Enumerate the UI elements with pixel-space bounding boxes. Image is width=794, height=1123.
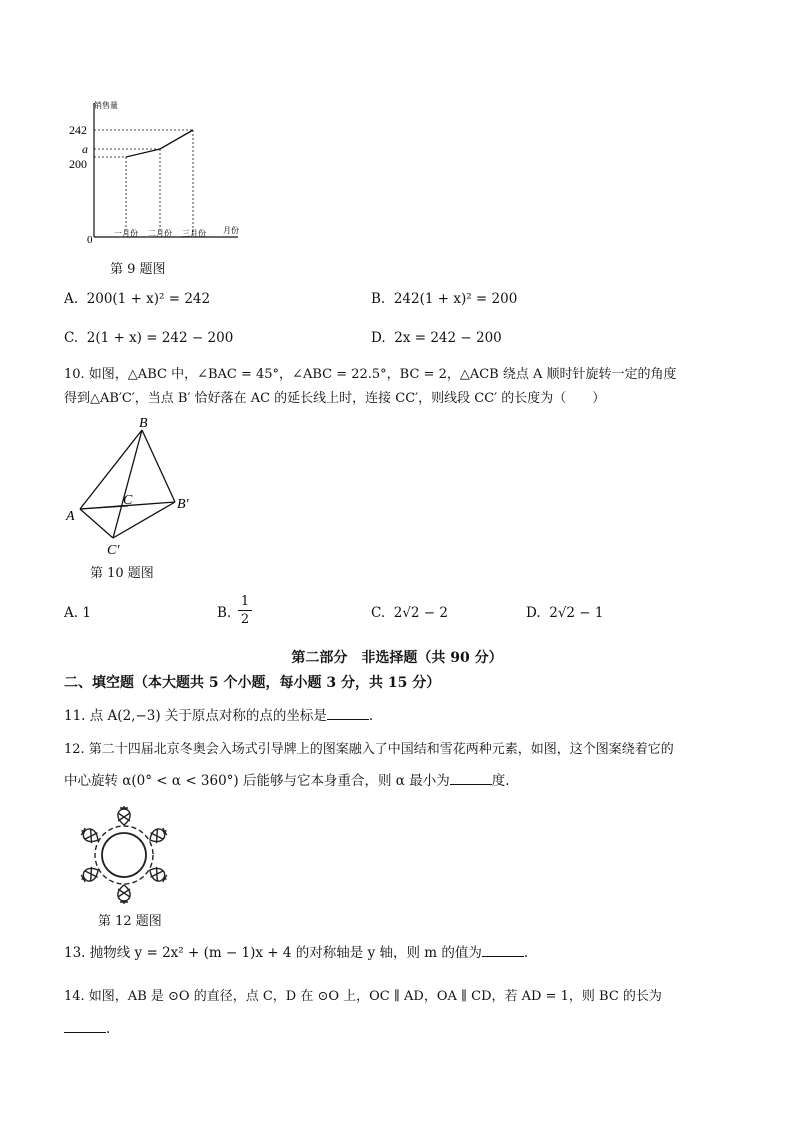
option-label: D. (371, 330, 386, 346)
q10-caption: 第 10 题图 (90, 566, 154, 581)
q9-option-b (371, 289, 517, 309)
q10-figure (60, 412, 210, 562)
q13-end: . (523, 945, 529, 961)
q9-option-c (64, 328, 233, 348)
x-tick-jan: 一月份 (114, 229, 138, 238)
fraction-denominator: 2 (240, 612, 250, 627)
q11-text: 11. 点 A(2,−3) 关于原点对称的点的坐标是 (64, 708, 327, 724)
option-text: 2x = 242 − 200 (394, 330, 502, 346)
q12-line2 (64, 770, 510, 791)
option-text: 2√2 − 2 (393, 605, 448, 621)
x-tick-feb: 二月份 (148, 229, 172, 238)
q12-end: 度. (491, 773, 510, 789)
label-Bp: B′ (177, 497, 189, 512)
option-label: B. (217, 605, 232, 621)
q12-caption: 第 12 题图 (98, 914, 162, 929)
q10-line2: 得到△AB′C′，当点 B′ 恰好落在 AC 的延长线上时，连接 CC′，则线段 CC′ 的长度为（ ） (64, 391, 606, 406)
q9-chart (60, 95, 260, 245)
answer-blank[interactable] (450, 770, 492, 785)
y-tick-242: 242 (69, 123, 87, 137)
y-axis-label: 销售量 (94, 101, 118, 110)
q14-end: . (106, 1021, 111, 1037)
option-text: 200(1 + x)² = 242 (86, 291, 211, 307)
option-label: B. (371, 291, 386, 307)
q9-caption: 第 9 题图 (110, 262, 166, 277)
q13-text: 13. 抛物线 y = 2x² + (m − 1)x + 4 的对称轴是 y 轴，则 m 的值为 (64, 945, 482, 961)
q12-emblem-figure (64, 805, 184, 905)
sales-line (126, 130, 193, 157)
answer-blank[interactable] (482, 942, 524, 957)
q9-option-d (371, 328, 502, 348)
option-label: C. (64, 330, 79, 346)
q10-line1: 10. 如图，△ABC 中，∠BAC = 45°，∠ABC = 22.5°，BC = 2，△ACB 绕点 A 顺时针旋转一定的角度 (64, 367, 677, 382)
option-label: D. (526, 605, 541, 621)
option-text: 2(1 + x) = 242 − 200 (86, 330, 234, 346)
option-label: A. (64, 605, 79, 621)
fraction-numerator: 1 (240, 594, 250, 609)
part2-title: 第二部分 非选择题（共 90 分） (291, 650, 503, 666)
q11-end: . (368, 708, 374, 724)
q10-option-a (64, 603, 91, 623)
origin-label: 0 (87, 234, 93, 245)
option-label: A. (64, 291, 79, 307)
label-Cp: C′ (107, 543, 120, 558)
seg-ACp (80, 509, 113, 538)
seg-AB (80, 430, 142, 509)
seg-BBp (142, 430, 175, 502)
x-tick-mar: 三月份 (182, 229, 206, 238)
option-text: 242(1 + x)² = 200 (393, 291, 518, 307)
x-axis-label: 月份 (223, 226, 239, 235)
q10-option-c (371, 603, 448, 623)
q14-line2 (64, 1018, 110, 1039)
answer-blank[interactable] (64, 1018, 106, 1033)
q10-option-b (217, 603, 231, 623)
y-tick-a: a (82, 142, 88, 156)
q9-option-a (64, 289, 210, 309)
q13 (64, 942, 528, 963)
option-text: 2√2 − 1 (549, 605, 604, 621)
q14-line1: 14. 如图，AB 是 ⊙O 的直径，点 C，D 在 ⊙O 上，OC ∥ AD，OA ∥ CD，若 AD = 1，则 BC 的长为 (64, 989, 662, 1004)
section-heading: 二、填空题（本大题共 5 个小题，每小题 3 分，共 15 分） (64, 675, 441, 691)
label-C: C (123, 493, 133, 508)
seg-BCp (113, 430, 142, 538)
q10-option-d (526, 603, 604, 623)
option-label: C. (371, 605, 386, 621)
q11 (64, 705, 373, 726)
label-B: B (139, 416, 148, 431)
option-text: 1 (82, 605, 91, 621)
label-A: A (66, 509, 75, 524)
answer-blank[interactable] (327, 705, 369, 720)
q12-text: 中心旋转 α(0° < α < 360°) 后能够与它本身重合，则 α 最小为 (64, 773, 450, 789)
q10-option-b-fraction (238, 593, 252, 628)
y-tick-200: 200 (69, 157, 87, 171)
q12-line1: 12. 第二十四届北京冬奥会入场式引导牌上的图案融入了中国结和雪花两种元素，如图，这个图案绕着它的 (64, 742, 674, 757)
